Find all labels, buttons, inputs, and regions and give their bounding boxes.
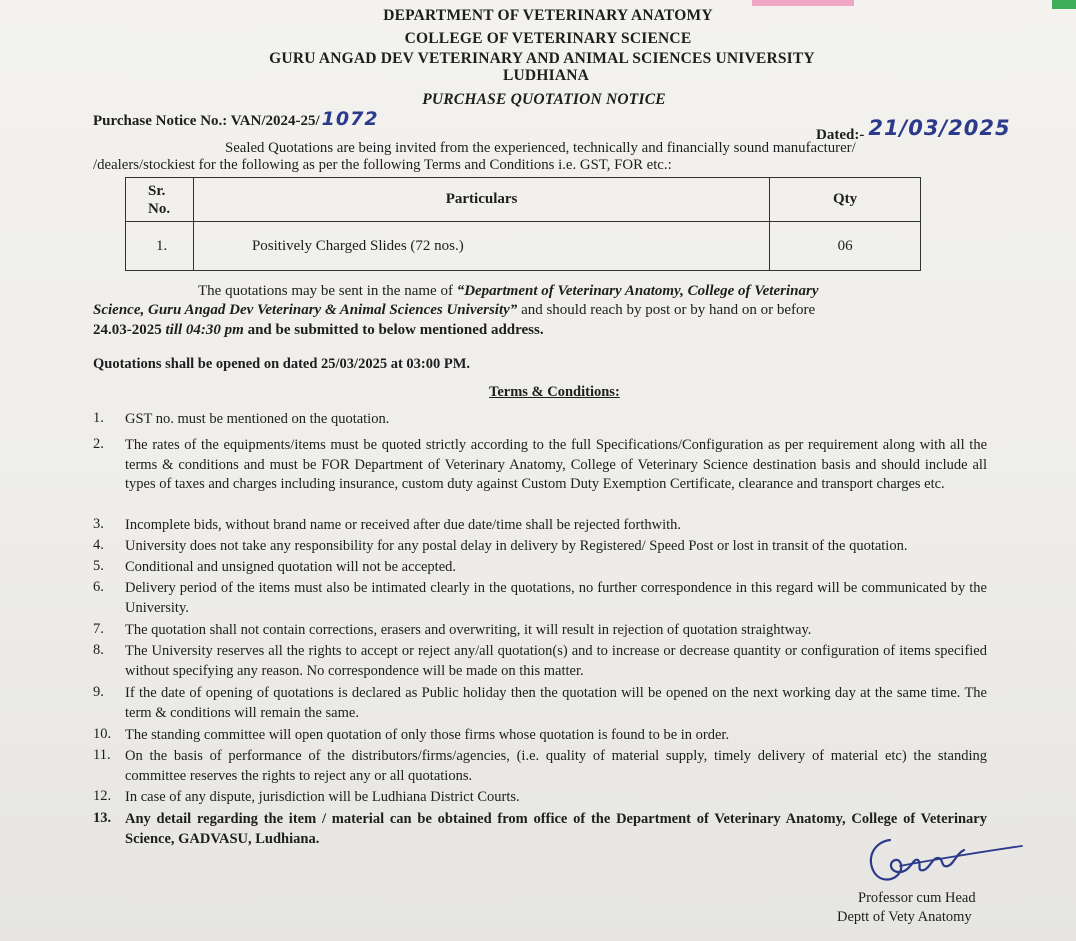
- document-page: DEPARTMENT OF VETERINARY ANATOMY COLLEGE OF VETERINARY SCIENCE GURU ANGAD DEV VETERINARY AND ANIMAL SCIENCES UNIVERSITY LUDHIANA PURCHASE QUOTATION NOTICE Purchase Notice No.: VAN/2024-25/ 1072 Dated:- 21/03/2025 Sealed Quotations are being invited from the experienced, technically and financially sound manufacturer/ /dealers/stockiest for the following as per the following Terms and Conditions i.e. GST, FOR etc.: Sr. No. Particulars Qty 1. Positively Charged Slides (72 nos.) 06 The quotations may be sent in the name of “Department of Veterinary Anatomy, College of Veterinary Science, Guru Angad Dev Veterinary & Animal Sciences University” and should reach by post or by hand on or before 24.03-2025 till 04:30 pm and be submitted to below mentioned address. Quotations shall be opened on dated 25/03/2025 at 03:00 PM. Terms & Conditions: 1. GST no. must be mentioned on the quotation. 2. The rates of the equipments/items must be quoted strictly according to the full Specifications/Configuration as per requirement along with all the terms & conditions and must be FOR Department of Veterinary Anatomy, College of Veterinary Science destination basis and should include all types of taxes and charges including insurance, custom duty against Custom Duty Exemption Certificate, clearance and transport charges etc. 3. Incomplete bids, without brand name or received after due date/time shall be rejected forthwith. 4. University does not take any responsibility for any postal delay in delivery by Registered/ Speed Post or lost in transit of the quotation. 5. Conditional and unsigned quotation will not be accepted. 6. Delivery period of the items must also be intimated clearly in the quotations, no further correspondence in this regard will be communicated by the University. 7. The quotation shall not contain corrections, erasers and overwriting, it will result in rejection of quotation straightway. 8. The University reserves all the rights to accept or reject any/all quotation(s) and to increase or decrease quantity or configuration of items specified without specifying any reason. No correspondence will be made on this matter. 9. If the date of opening of quotations is declared as Public holiday then the quotation will be opened on the next working day at the same time. The term & conditions will remain the same. 10. The standing committee will open quotation of only those firms whose quotation is found to be in order. 11. On the basis of performance of the distributors/firms/agencies, (i.e. quality of material supply, timely delivery of material etc) the standing committee reserves the rights to reject any or all quotations. 12. In case of any dispute, jurisdiction will be Ludhiana District Courts. 13. Any detail regarding the item / material can be obtained from office of the Department of Veterinary Anatomy, College of Veterinary Science, GADVASU, Ludhiana. Professor cum Head Deptt of Vety Anatomy: [0, 0, 1076, 941]
- deadline-time: 04:30 pm: [185, 322, 244, 338]
- notice-number: [93, 108, 379, 130]
- qty-header: Qty: [770, 178, 921, 222]
- items-table: [125, 177, 921, 271]
- college-heading: COLLEGE OF VETERINARY SCIENCE: [404, 30, 692, 47]
- notice-title: PURCHASE QUOTATION NOTICE: [422, 91, 666, 108]
- particulars-header: Particulars: [193, 178, 769, 222]
- opening-statement: Quotations shall be opened on dated 25/03/2025 at 03:00 PM.: [93, 356, 471, 372]
- intro-line-1: Sealed Quotations are being invited from the experienced, technically and financially sound manufacturer/: [225, 140, 856, 156]
- city-heading: LUDHIANA: [503, 67, 589, 84]
- row-particulars: Positively Charged Slides (72 nos.): [193, 222, 769, 271]
- table-row: [126, 222, 921, 271]
- row-qty: 06: [770, 222, 921, 271]
- department-heading: DEPARTMENT OF VETERINARY ANATOMY: [383, 7, 713, 24]
- terms-title: Terms & Conditions:: [489, 384, 620, 400]
- row-sr-no: 1.: [126, 222, 194, 271]
- notice-date-label: Dated:-: [816, 127, 865, 143]
- intro-line-2: /dealers/stockiest for the following as per the following Terms and Conditions i.e. GST, FOR etc.:: [93, 157, 672, 173]
- university-heading: GURU ANGAD DEV VETERINARY AND ANIMAL SCIENCES UNIVERSITY: [269, 50, 815, 67]
- sr-no-header: Sr. No.: [126, 178, 194, 222]
- items-table-header: [126, 178, 921, 222]
- notice-number-label: Purchase Notice No.: VAN/2024-25/: [93, 113, 320, 129]
- notice-number-handwritten: 1072: [321, 108, 379, 130]
- deadline-date: 24.03-2025: [93, 322, 162, 338]
- submission-line-3: 24.03-2025 till 04:30 pm and be submitted to below mentioned address.: [93, 322, 544, 338]
- submission-line-1: The quotations may be sent in the name of “Department of Veterinary Anatomy, College of Veterinary: [198, 283, 819, 299]
- signatory-title: Professor cum Head: [858, 890, 976, 906]
- signatory-department: Deptt of Vety Anatomy: [837, 909, 972, 925]
- pink-paper-tab: [752, 0, 854, 6]
- handwritten-signature: [860, 828, 1030, 890]
- department-name-italic: “Department of Veterinary Anatomy, College of Veterinary: [456, 283, 819, 299]
- submission-line-2: Science, Guru Angad Dev Veterinary & Animal Sciences University” and should reach by post or by hand on or before: [93, 302, 816, 318]
- notice-date-handwritten: 21/03/2025: [868, 116, 1011, 140]
